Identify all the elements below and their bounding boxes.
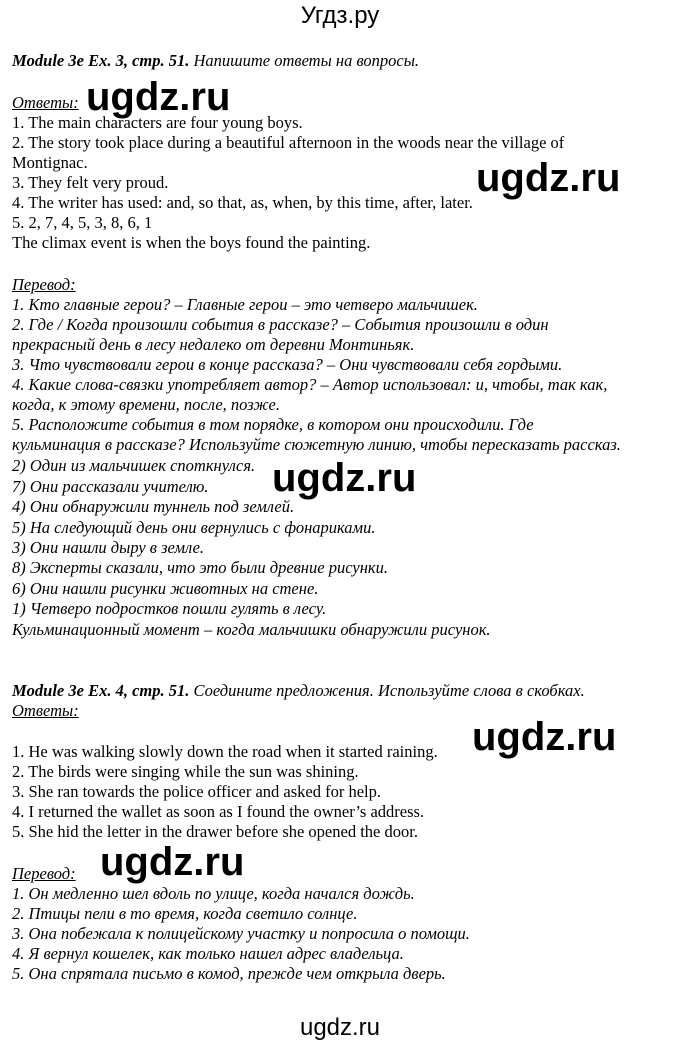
- ex3-answers-label: Ответы:: [12, 93, 79, 112]
- ex3-translation-line: 2) Один из мальчишек споткнулся.: [12, 456, 256, 475]
- ex4-heading-module: Module 3e Ex. 4, стр. 51.: [12, 681, 190, 700]
- ex3-translation-line: 8) Эксперты сказали, что это были древние рисунки.: [12, 558, 389, 577]
- ex4-translation-line: 5. Она спрятала письмо в комод, прежде чем открыла дверь.: [12, 964, 446, 983]
- ex3-translation-line: 5) На следующий день они вернулись с фонариками.: [12, 518, 376, 537]
- ex4-heading-task: Соедините предложения. Используйте слова в скобках.: [189, 681, 585, 700]
- ex4-answer-line: 1. He was walking slowly down the road when it started raining.: [12, 742, 438, 761]
- ex3-translation-line: прекрасный день в лесу недалеко от деревни Монтиньяк.: [12, 335, 415, 354]
- ex3-translation-line: 4) Они обнаружили туннель под землей.: [12, 497, 295, 516]
- ex3-answer-line: 1. The main characters are four young boys.: [12, 113, 303, 132]
- ex3-translation-line: когда, к этому времени, после, позже.: [12, 395, 280, 414]
- ex4-translation-line: 2. Птицы пели в то время, когда светило солнце.: [12, 904, 358, 923]
- ex3-translation-label: Перевод:: [12, 275, 76, 294]
- ex3-heading: [12, 51, 419, 71]
- ex3-answer-line: 4. The writer has used: and, so that, as, when, by this time, after, later.: [12, 193, 473, 212]
- ex4-translation-label: Перевод:: [12, 864, 76, 883]
- ex3-translation-line: 4. Какие слова-связки употребляет автор? – Автор использовал: и, чтобы, так как,: [12, 375, 608, 394]
- ex3-heading-task: Напишите ответы на вопросы.: [189, 51, 420, 70]
- watermark: ugdz.ru: [272, 456, 417, 500]
- watermark: ugdz.ru: [100, 840, 245, 884]
- ex3-translation-line: 7) Они рассказали учителю.: [12, 477, 209, 496]
- ex4-answer-line: 4. I returned the wallet as soon as I found the owner’s address.: [12, 802, 425, 821]
- watermark: ugdz.ru: [86, 75, 231, 119]
- ex3-answer-line: 3. They felt very proud.: [12, 173, 169, 192]
- ex3-translation-line: 3. Что чувствовали герои в конце рассказа? – Они чувствовали себя гордыми.: [12, 355, 563, 374]
- ex3-translation-line: 5. Расположите события в том порядке, в котором они происходили. Где: [12, 415, 534, 434]
- ex4-answer-line: 5. She hid the letter in the drawer before she opened the door.: [12, 822, 418, 841]
- ex3-translation-line: 6) Они нашли рисунки животных на стене.: [12, 579, 319, 598]
- ex3-heading-module: Module 3e Ex. 3, стр. 51.: [12, 51, 190, 70]
- site-footer: ugdz.ru: [299, 1014, 381, 1041]
- ex4-translation-line: 4. Я вернул кошелек, как только нашел адрес владельца.: [12, 944, 404, 963]
- ex4-translation-line: 3. Она побежала к полицейскому участку и попросила о помощи.: [12, 924, 470, 943]
- ex3-translation-line: Кульминационный момент – когда мальчишки обнаружили рисунок.: [12, 620, 491, 639]
- ex3-answer-line: 5. 2, 7, 4, 5, 3, 8, 6, 1: [12, 213, 153, 232]
- ex3-translation-line: 1) Четверо подростков пошли гулять в лесу.: [12, 599, 327, 618]
- ex3-translation-line: 3) Они нашли дыру в земле.: [12, 538, 205, 557]
- ex3-translation-line: кульминация в рассказе? Используйте сюжетную линию, чтобы пересказать рассказ.: [12, 435, 621, 454]
- ex3-answer-line: The climax event is when the boys found the painting.: [12, 233, 371, 252]
- watermark: ugdz.ru: [476, 156, 621, 200]
- watermark: ugdz.ru: [472, 715, 617, 759]
- site-header: Угдз.ру: [300, 2, 380, 29]
- ex4-heading: [12, 681, 585, 701]
- ex4-answer-line: 3. She ran towards the police officer and asked for help.: [12, 782, 381, 801]
- ex4-translation-line: 1. Он медленно шел вдоль по улице, когда начался дождь.: [12, 884, 415, 903]
- ex3-translation-line: 1. Кто главные герои? – Главные герои – это четверо мальчишек.: [12, 295, 478, 314]
- ex3-answer-line: 2. The story took place during a beautiful afternoon in the woods near the village of: [12, 133, 565, 152]
- ex3-answer-line: Montignac.: [12, 153, 88, 172]
- ex4-answer-line: 2. The birds were singing while the sun was shining.: [12, 762, 359, 781]
- ex4-answers-label: Ответы:: [12, 701, 79, 720]
- ex3-translation-line: 2. Где / Когда произошли события в рассказе? – События произошли в один: [12, 315, 549, 334]
